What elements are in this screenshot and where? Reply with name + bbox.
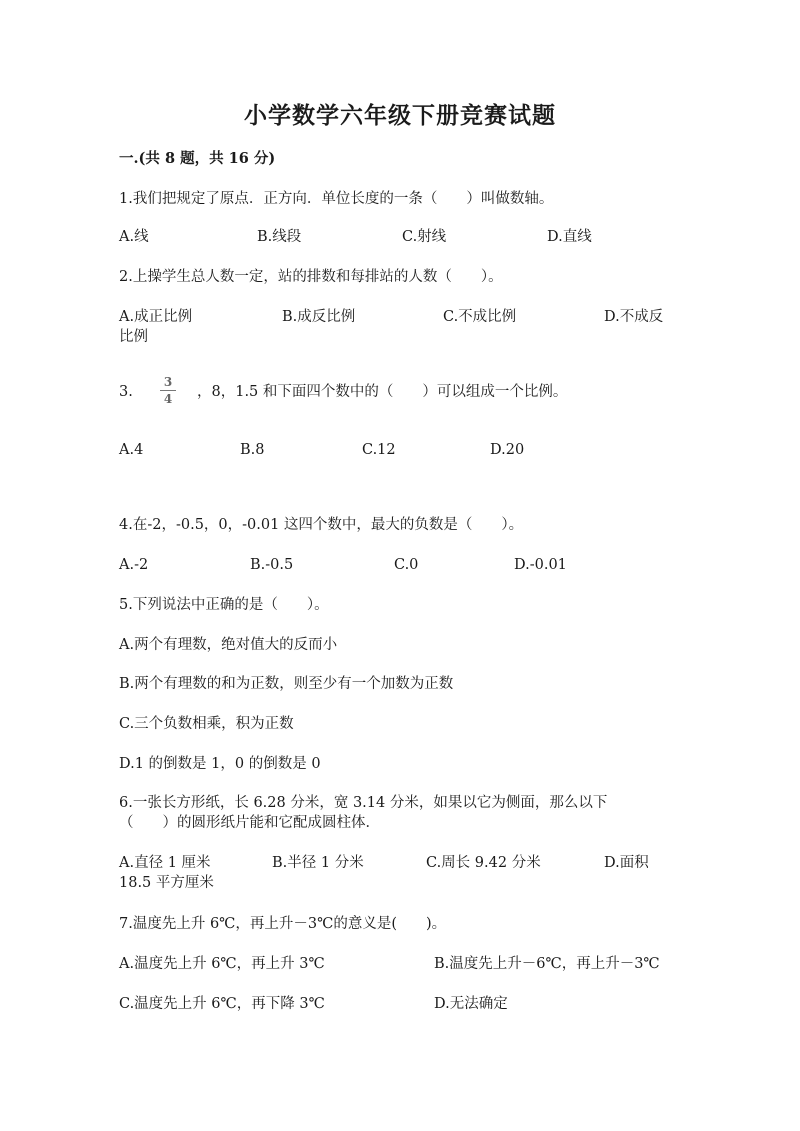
question-7-option-b[interactable]: B.温度先上升－6℃，再上升－3℃ <box>434 956 660 972</box>
question-6-option-c[interactable]: C.周长 9.42 分米 <box>426 855 541 871</box>
page-title: 小学数学六年级下册竞赛试题 <box>244 102 556 129</box>
question-5-option-d[interactable]: D.1 的倒数是 1，0 的倒数是 0 <box>119 756 321 772</box>
section-heading: 一.(共 8 题，共 16 分) <box>119 150 276 167</box>
question-1-option-a[interactable]: A.线 <box>119 229 149 245</box>
question-2-option-c[interactable]: C.不成比例 <box>443 309 517 325</box>
question-2-option-a[interactable]: A.成正比例 <box>119 309 193 325</box>
question-5-option-a[interactable]: A.两个有理数，绝对值大的反而小 <box>119 637 338 653</box>
question-5-option-c[interactable]: C.三个负数相乘，积为正数 <box>119 716 294 732</box>
question-4-option-b[interactable]: B.-0.5 <box>250 557 294 573</box>
question-7-option-a[interactable]: A.温度先上升 6℃，再上升 3℃ <box>119 956 325 972</box>
question-6-stem: 6.一张长方形纸，长 6.28 分米，宽 3.14 分米，如果以它为侧面，那么以下 <box>119 795 608 811</box>
question-3-stem: ，8，1.5 和下面四个数中的（ ）可以组成一个比例。 <box>197 384 568 400</box>
question-3-option-a[interactable]: A.4 <box>119 442 144 458</box>
question-7-option-c[interactable]: C.温度先上升 6℃，再下降 3℃ <box>119 996 325 1012</box>
question-6-stem-line2: （ ）的圆形纸片能和它配成圆柱体． <box>119 815 380 831</box>
question-4-stem: 4.在-2，-0.5，0，-0.01 这四个数中，最大的负数是（ ）。 <box>119 517 524 533</box>
question-7-stem: 7.温度先上升 6℃，再上升－3℃的意义是( )。 <box>119 916 447 932</box>
question-3-option-c[interactable]: C.12 <box>362 442 396 458</box>
question-5-option-b[interactable]: B.两个有理数的和为正数，则至少有一个加数为正数 <box>119 676 454 692</box>
question-1-option-b[interactable]: B.线段 <box>257 229 302 245</box>
question-1-option-c[interactable]: C.射线 <box>402 229 447 245</box>
question-1-option-d[interactable]: D.直线 <box>547 229 592 245</box>
question-2-option-b[interactable]: B.成反比例 <box>282 309 356 325</box>
question-3-fraction <box>160 375 176 406</box>
question-2-option-d[interactable]: D.不成反 <box>604 309 664 325</box>
question-4-option-a[interactable]: A.-2 <box>119 557 149 573</box>
question-2-stem: 2.上操学生总人数一定，站的排数和每排站的人数（ ）。 <box>119 269 503 285</box>
question-7-option-d[interactable]: D.无法确定 <box>434 996 508 1012</box>
question-3-option-b[interactable]: B.8 <box>240 442 265 458</box>
question-6-option-a[interactable]: A.直径 1 厘米 <box>119 855 211 871</box>
question-4-option-c[interactable]: C.0 <box>394 557 419 573</box>
question-3-option-d[interactable]: D.20 <box>490 442 525 458</box>
question-5-stem: 5.下列说法中正确的是（ ）。 <box>119 597 329 613</box>
question-1-stem: 1.我们把规定了原点．正方向．单位长度的一条（ ）叫做数轴。 <box>119 191 554 207</box>
fraction-bar <box>160 390 176 391</box>
question-6-option-d[interactable]: D.面积 <box>604 855 649 871</box>
fraction-denominator: 4 <box>163 392 173 406</box>
question-6-option-d-wrap: 18.5 平方厘米 <box>119 875 214 891</box>
question-6-option-b[interactable]: B.半径 1 分米 <box>272 855 364 871</box>
question-4-option-d[interactable]: D.-0.01 <box>514 557 567 573</box>
question-2-option-d-wrap: 比例 <box>119 329 148 345</box>
fraction-numerator: 3 <box>163 375 173 389</box>
question-3-number: 3. <box>119 384 133 400</box>
